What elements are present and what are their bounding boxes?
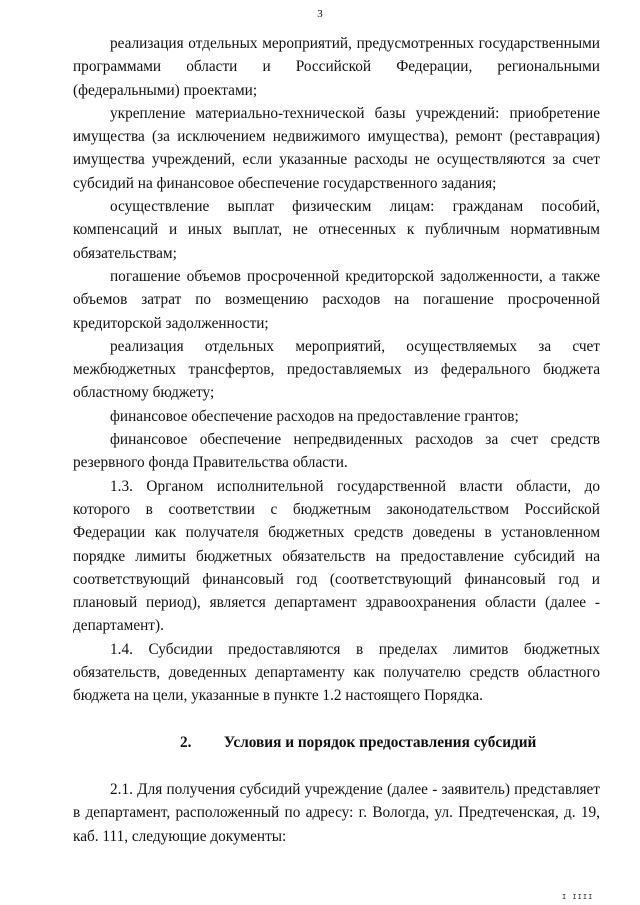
document-body — [73, 32, 600, 848]
page-number: 3 — [317, 8, 323, 20]
paragraph: финансовое обеспечение расходов на предоставление грантов; — [110, 407, 519, 425]
paragraph: реализация отдельных мероприятий, осуществляемых за счет межбюджетных трансфертов, предоставляемых из федерального бюджета областному бюджету; — [73, 337, 600, 402]
paragraph-2-1: 2.1. Для получения субсидий учреждение (далее - заявитель) представляет в департамент, расположенный по адресу: г. Вологда, ул. Предтеченская, д. 19, каб. 111, следующие документы: — [73, 780, 600, 845]
scan-mark: I IIII — [562, 893, 594, 901]
paragraph: реализация отдельных мероприятий, предусмотренных государственными программами области и Российской Федерации, региональными (федеральными) проектами; — [73, 35, 600, 99]
paragraph-1-4: 1.4. Субсидии предоставляются в пределах лимитов бюджетных обязательств, доведенных департаменту как получателю средств областного бюджета на цели, указанные в пункте 1.2 настоящего Порядка. — [73, 640, 600, 705]
paragraph: укрепление материально-технической базы учреждений: приобретение имущества (за исключением недвижимого имущества), ремонт (реставрация) имущества учреждений, если указанные расходы не осуществляются за счет субсидий на финансовое обеспечение государственного задания; — [73, 104, 600, 192]
paragraph: финансовое обеспечение непредвиденных расходов за счет средств резервного фонда Правительства области. — [73, 431, 600, 472]
section-heading — [73, 731, 600, 754]
paragraph-1-3: 1.3. Органом исполнительной государственной власти области, до которого в соответствии с бюджетным законодательством Российской Федерации как получателя бюджетных средств доведены в установленном порядке лимиты бюджетных обязательств на предоставление субсидий на соответствующий финансовый год (соответствующий финансовый год и плановый период), является департамент здравоохранения области (далее - департамент). — [73, 477, 600, 635]
section-title: Условия и порядок предоставления субсидий — [223, 733, 537, 751]
section-number: 2. — [180, 733, 192, 751]
paragraph: осуществление выплат физическим лицам: гражданам пособий, компенсаций и иных выплат, не отнесенных к публичным нормативным обязательствам; — [73, 198, 600, 262]
paragraph: погашение объемов просроченной кредиторской задолженности, а также объемов затрат по возмещению расходов на погашение просроченной кредиторской задолженности; — [73, 267, 600, 332]
